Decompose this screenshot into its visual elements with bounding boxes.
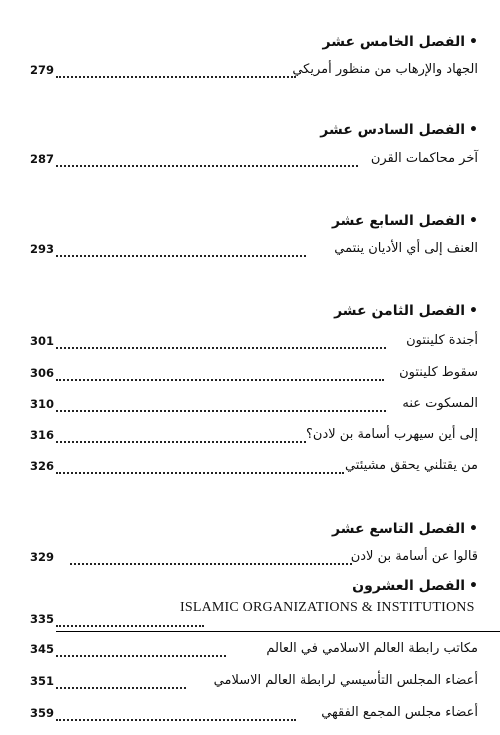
chapter-heading-text: الفصل السادس عشر <box>320 122 466 138</box>
chapter-heading <box>332 521 478 537</box>
page-number: 306 <box>30 366 55 380</box>
toc-entry <box>30 673 478 691</box>
entry-title: سقوط كلينتون <box>399 365 478 380</box>
english-section-title: ISLAMIC ORGANIZATIONS & INSTITUTIONS <box>180 600 475 615</box>
divider <box>56 631 500 632</box>
chapter-heading <box>322 34 478 50</box>
toc-entry <box>30 333 478 351</box>
toc-entry <box>30 151 478 169</box>
entry-title: قالوا عن أسامة بن لادن <box>350 549 478 564</box>
chapter-heading <box>334 303 478 319</box>
page-number: 335 <box>30 612 55 626</box>
entry-title: أجندة كلينتون <box>406 333 478 348</box>
toc-entry <box>30 62 478 80</box>
page-number: 316 <box>30 428 55 442</box>
bullet: • <box>469 521 478 537</box>
page-number: 287 <box>30 152 55 166</box>
entry-title: أعضاء المجلس التأسيسي لرابطة العالم الاسلامي <box>213 673 478 688</box>
toc-entry <box>30 396 478 414</box>
toc-entry <box>30 365 478 383</box>
dot-leader <box>56 709 296 721</box>
entry-title: المسكوت عنه <box>402 396 478 411</box>
toc-entry <box>30 241 478 259</box>
toc-entry <box>30 549 478 567</box>
chapter-heading-text: الفصل الخامس عشر <box>322 34 466 50</box>
dot-leader <box>56 677 186 689</box>
chapter-heading <box>352 578 478 594</box>
page-number: 293 <box>30 242 55 256</box>
dot-leader <box>70 553 352 565</box>
chapter-heading-text: الفصل السابع عشر <box>331 213 466 229</box>
bullet: • <box>469 122 478 138</box>
dot-leader <box>56 369 384 381</box>
page-number: 326 <box>30 459 55 473</box>
page-number: 345 <box>30 642 55 656</box>
chapter-heading <box>320 122 478 138</box>
dot-leader <box>56 615 204 627</box>
entry-title: العنف إلى أي الأديان ينتمي <box>334 241 478 256</box>
toc-entry <box>30 705 478 723</box>
dot-leader <box>56 66 296 78</box>
toc-entry <box>30 611 478 629</box>
dot-leader <box>56 645 226 657</box>
bullet: • <box>469 213 478 229</box>
bullet: • <box>469 34 478 50</box>
page-number: 359 <box>30 706 55 720</box>
entry-title: الجهاد والإرهاب من منظور أمريكي <box>292 62 478 77</box>
entry-title: آخر محاكمات القرن <box>370 151 478 166</box>
dot-leader <box>56 462 344 474</box>
page-number: 279 <box>30 63 55 77</box>
entry-title: أعضاء مجلس المجمع الفقهي <box>321 705 478 720</box>
chapter-heading-text: الفصل التاسع عشر <box>331 521 466 537</box>
dot-leader <box>56 431 306 443</box>
dot-leader <box>56 155 358 167</box>
toc-entry <box>30 458 478 476</box>
toc-entry <box>30 427 478 445</box>
entry-title: إلى أين سيهرب أسامة بن لادن؟ <box>306 427 478 442</box>
page-number: 301 <box>30 334 55 348</box>
entry-title: مكاتب رابطة العالم الاسلامي في العالم <box>266 641 478 656</box>
page-number: 329 <box>30 550 55 564</box>
dot-leader <box>56 400 386 412</box>
page-number: 351 <box>30 674 55 688</box>
dot-leader <box>56 337 386 349</box>
page-number: 310 <box>30 397 55 411</box>
bullet: • <box>469 578 478 594</box>
bullet: • <box>469 303 478 319</box>
dot-leader <box>56 245 306 257</box>
chapter-heading-text: الفصل الثامن عشر <box>334 303 466 319</box>
chapter-heading-text: الفصل العشرون <box>352 578 466 594</box>
entry-title: من يقتلني يحقق مشيئتي <box>344 458 478 473</box>
chapter-heading <box>332 213 478 229</box>
toc-entry <box>30 641 478 659</box>
